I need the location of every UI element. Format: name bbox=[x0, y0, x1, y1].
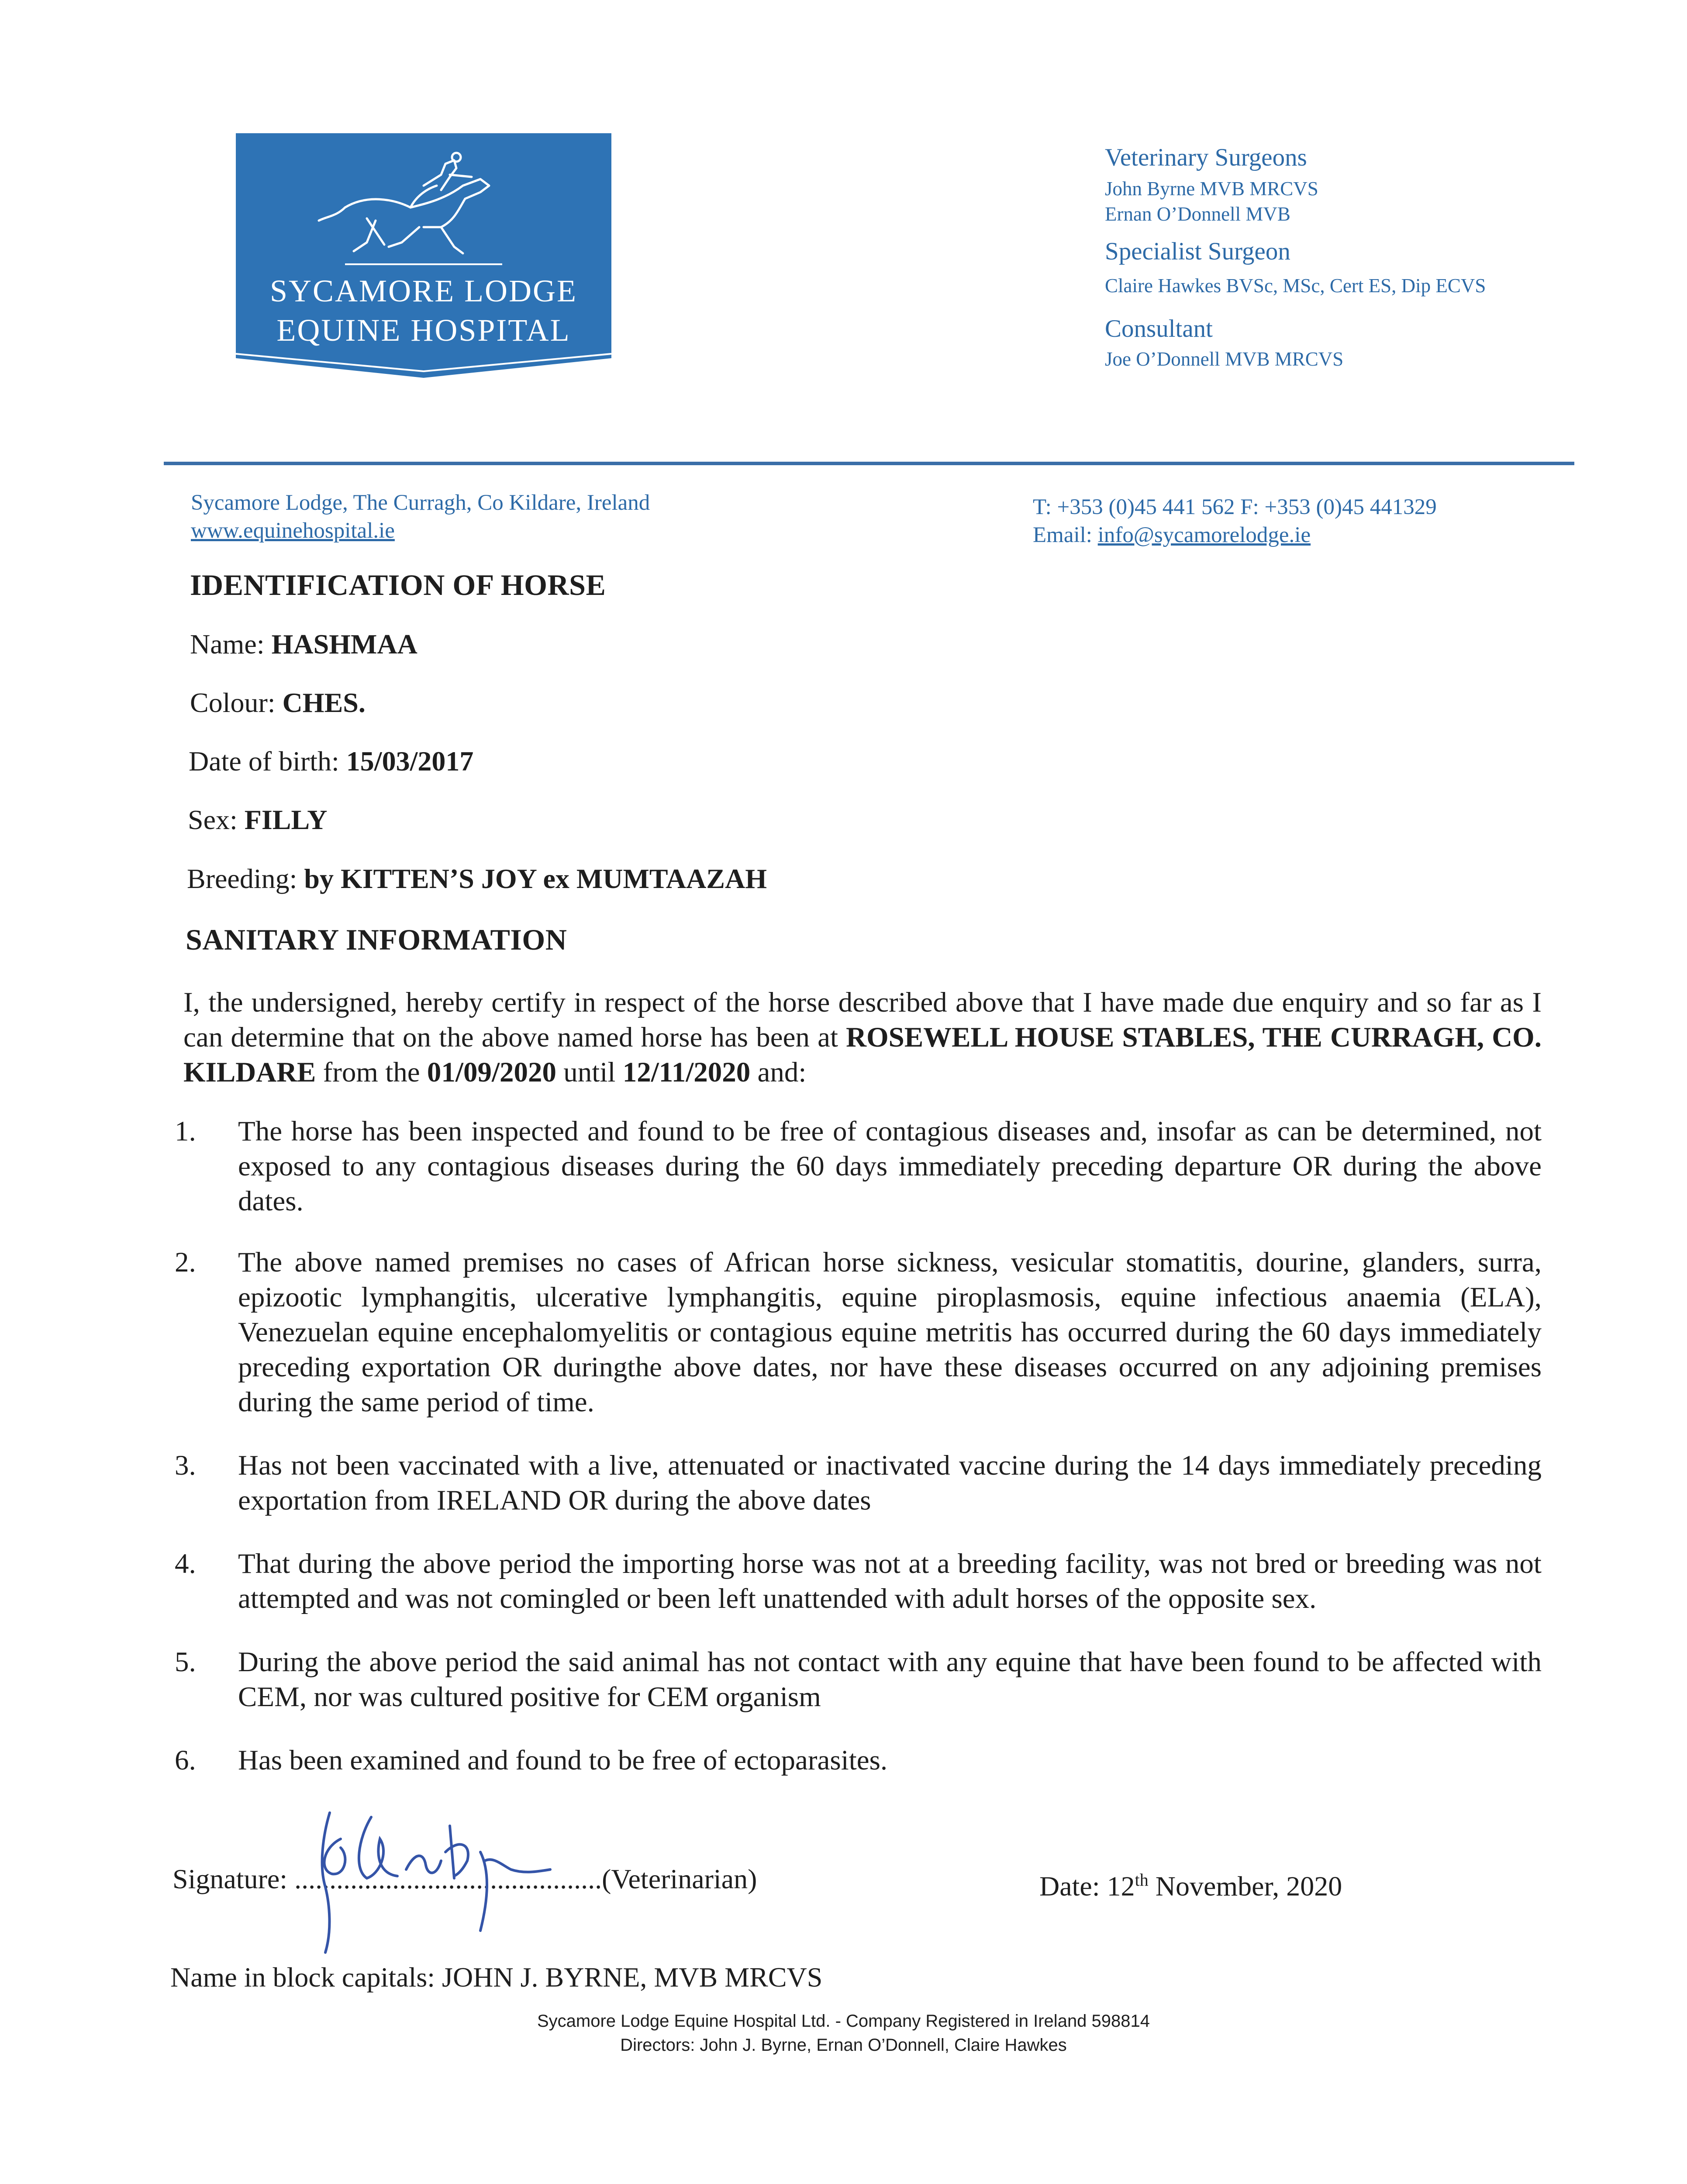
address-block bbox=[191, 489, 977, 545]
logo-line2: EQUINE HOSPITAL bbox=[276, 313, 571, 348]
item-text: The above named premises no cases of African horse sickness, vesicular stomatitis, dourine, glanders, surra, epizootic lymphangitis, ulcerative lymphangitis, equine piroplasmosis, equine infectious anaemia (ELA), Venezuelan equine encephalomyelitis or contagious equine metritis has occurred during the 60 days immediately preceding exportation OR duringthe above dates, nor have these diseases occurred on any adjoining premises during the same period of time. bbox=[238, 1247, 1542, 1418]
certification-paragraph bbox=[183, 985, 1542, 1090]
item-number: 6. bbox=[175, 1745, 196, 1776]
dob-value: 15/03/2017 bbox=[346, 746, 474, 777]
item-text: The horse has been inspected and found to be free of contagious diseases and, insofar as can be determined, not exposed to any contagious diseases during the 60 days immediately preceding departure OR during the above dates. bbox=[238, 1116, 1542, 1217]
colour-field bbox=[190, 687, 366, 719]
item-number: 2. bbox=[175, 1247, 196, 1278]
header-divider bbox=[164, 462, 1574, 465]
footer-directors: Directors: John J. Byrne, Ernan O’Donnell, Claire Hawkes bbox=[620, 2035, 1067, 2055]
intro-text: I, the undersigned, hereby certify in respect of the horse described above that I have made due enquiry and so far as I can determine that on the above named horse has been at bbox=[183, 987, 1542, 1053]
from-date: 01/09/2020 bbox=[427, 1057, 557, 1088]
stables-location: ROSEWELL HOUSE STABLES, THE CURRAGH, CO. KILDARE bbox=[183, 1022, 1542, 1088]
sex-value: FILLY bbox=[244, 804, 328, 835]
signature-dots: ............................................ bbox=[294, 1863, 602, 1894]
signature-label: Signature: bbox=[172, 1863, 295, 1894]
vet-name: Ernan O’Donnell MVB bbox=[1105, 203, 1290, 225]
to-date: 12/11/2020 bbox=[622, 1057, 751, 1088]
footer-company: Sycamore Lodge Equine Hospital Ltd. - Company Registered in Ireland 598814 bbox=[537, 2011, 1150, 2031]
logo-line1: SYCAMORE LODGE bbox=[269, 273, 578, 308]
item-text: Has been examined and found to be free of ectoparasites. bbox=[238, 1745, 888, 1776]
specialist-heading: Specialist Surgeon bbox=[1105, 237, 1290, 265]
vet-block-name: JOHN J. BYRNE, MVB MRCVS bbox=[442, 1962, 823, 1993]
item-text: That during the above period the importing horse was not at a breeding facility, was not bred or breeding was not attempted and was not comingled or been left unattended with adult horses of the opposite sex. bbox=[238, 1548, 1542, 1614]
date-label: Date: bbox=[1039, 1870, 1107, 1902]
date-suffix: th bbox=[1135, 1870, 1149, 1890]
sex-label: Sex: bbox=[188, 804, 245, 835]
breeding-label: Breeding: bbox=[187, 863, 304, 894]
consultant-heading: Consultant bbox=[1105, 314, 1213, 342]
email-label: Email: bbox=[1033, 522, 1098, 547]
item-number: 5. bbox=[175, 1646, 196, 1678]
breeding-field bbox=[187, 863, 767, 895]
staff-block bbox=[1105, 144, 1629, 372]
colour-label: Colour: bbox=[190, 687, 283, 718]
website-link[interactable]: www.equinehospital.ie bbox=[191, 518, 395, 543]
sex-field bbox=[188, 804, 328, 836]
item-text: Has not been vaccinated with a live, attenuated or inactivated vaccine during the 14 days immediately preceding exportation from IRELAND OR during the above dates bbox=[238, 1450, 1542, 1516]
block-capitals-field bbox=[170, 1961, 822, 1994]
breeding-value: by KITTEN’S JOY ex MUMTAAZAH bbox=[304, 863, 767, 894]
item-text: During the above period the said animal has not contact with any equine that have been found to be affected with CEM, nor was cultured positive for CEM organism bbox=[238, 1646, 1542, 1713]
address: Sycamore Lodge, The Curragh, Co Kildare, Ireland bbox=[191, 491, 650, 515]
dob-field bbox=[189, 745, 473, 778]
vet-surgeons-heading: Veterinary Surgeons bbox=[1105, 144, 1307, 171]
intro-text: until bbox=[556, 1057, 623, 1088]
horse-name-field bbox=[190, 628, 417, 660]
sanitary-heading: SANITARY INFORMATION bbox=[186, 923, 567, 956]
name-label: Name: bbox=[190, 629, 272, 660]
dob-label: Date of birth: bbox=[189, 746, 346, 777]
specialist-name: Claire Hawkes BVSc, MSc, Cert ES, Dip ECVS bbox=[1105, 275, 1486, 297]
consultant-name: Joe O’Donnell MVB MRCVS bbox=[1105, 348, 1344, 370]
vet-name: John Byrne MVB MRCVS bbox=[1105, 177, 1318, 200]
email-link[interactable]: info@sycamorelodge.ie bbox=[1097, 522, 1311, 547]
block-capitals-label: Name in block capitals: bbox=[170, 1962, 442, 1993]
intro-text: and: bbox=[750, 1057, 807, 1088]
date-day: 12 bbox=[1107, 1870, 1135, 1902]
identification-heading: IDENTIFICATION OF HORSE bbox=[190, 568, 606, 601]
date-rest: November, 2020 bbox=[1148, 1870, 1342, 1902]
phone-block bbox=[1033, 494, 1601, 549]
date-field bbox=[1039, 1870, 1342, 1902]
signature-role: (Veterinarian) bbox=[602, 1863, 757, 1894]
item-number: 1. bbox=[175, 1116, 196, 1147]
phone-fax: T: +353 (0)45 441 562 F: +353 (0)45 441329 bbox=[1033, 495, 1437, 519]
horse-name: HASHMAA bbox=[271, 629, 417, 660]
intro-text: from the bbox=[316, 1057, 427, 1088]
colour-value: CHES. bbox=[282, 687, 366, 718]
item-number: 3. bbox=[175, 1450, 196, 1481]
handwritten-signature bbox=[306, 1800, 576, 1957]
item-number: 4. bbox=[175, 1548, 196, 1579]
hospital-logo bbox=[236, 133, 611, 378]
